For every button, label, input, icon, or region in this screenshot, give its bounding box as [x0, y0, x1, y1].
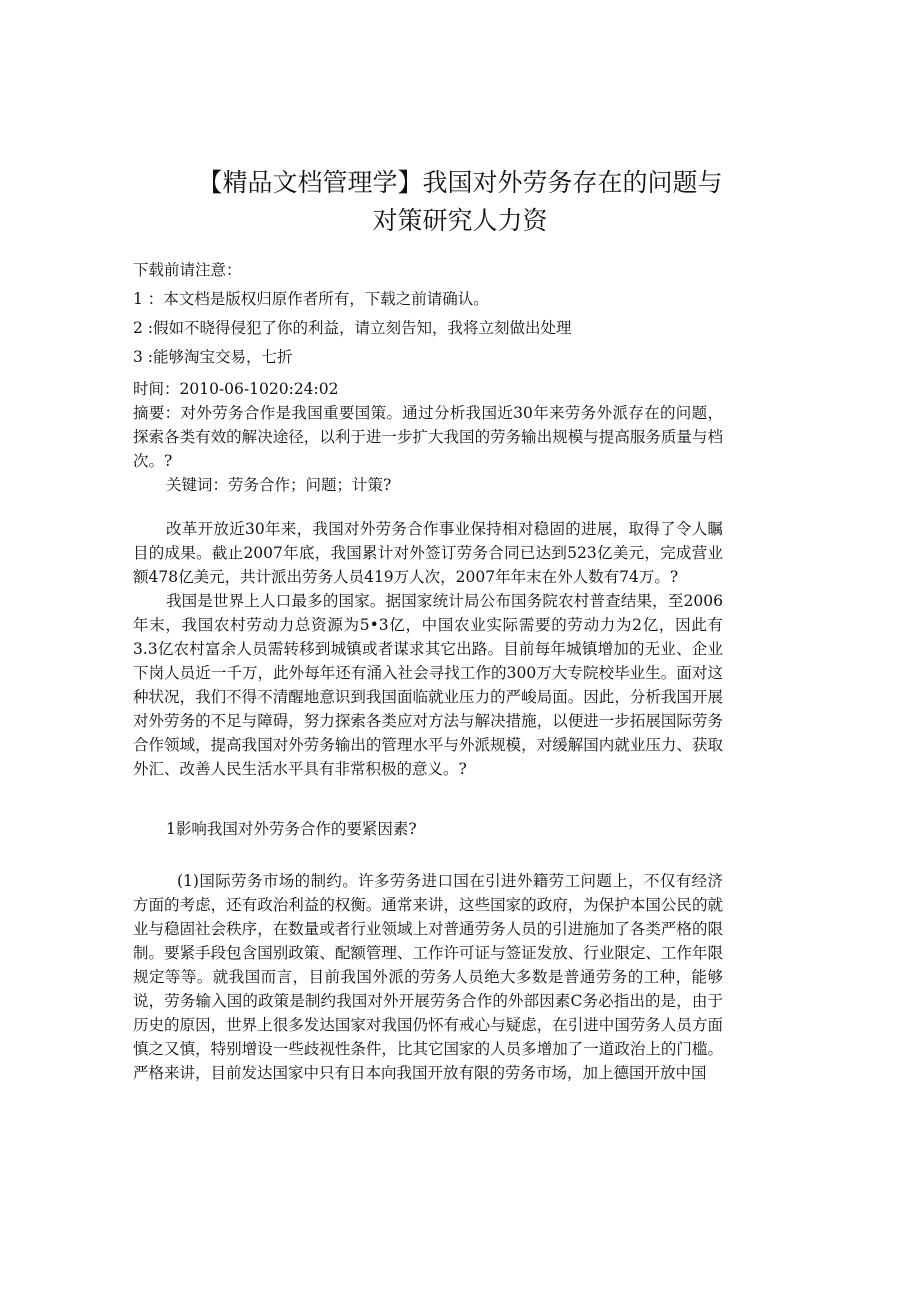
publish-time: 时间：2010-06-1020:24:02	[133, 380, 339, 398]
section-heading: 1影响我国对外劳务合作的要紧因素?	[166, 820, 417, 838]
spacer	[133, 497, 723, 517]
notice-heading: 下载前请注意：	[133, 261, 242, 279]
document-body	[133, 256, 723, 1085]
document-title-line-1: 【精品文档管理学】我国对外劳务存在的问题与	[197, 168, 723, 197]
notice-item-3: 3 :能够淘宝交易，七折	[133, 348, 293, 366]
document-title-line-2: 对策研究人力资	[372, 206, 548, 235]
spacer	[133, 841, 723, 869]
spacer	[133, 781, 723, 817]
notice-item-1: 1 ：本文档是版权归原作者所有，下载之前请确认。	[133, 290, 489, 308]
abstract-paragraph: 摘要：对外劳务合作是我国重要国策。通过分析我国近30年来劳务外派存在的问题，探索各类有效的解决途径，以利于进一步扩大我国的劳务输出规模与提高服务质量与档次。?	[133, 404, 723, 470]
notice-item-2: 2 :假如不晓得侵犯了你的利益，请立刻告知，我将立刻做出处理	[133, 319, 572, 337]
body-paragraph-2: 我国是世界上人口最多的国家。据国家统计局公布国务院农村普查结果，至2006年末，我国农村劳动力总资源为5•3亿，中国农业实际需要的劳动力为2亿，因此有3.3亿农村富余人员需转移到城镇或者谋求其它出路。目前每年城镇增加的无业、企业下岗人员近一千万，此外每年还有涌入社会寻找工作的300万大专院校毕业生。面对这种状况，我们不得不清醒地意识到我国面临就业压力的严峻局面。因此，分析我国开展对外劳务的不足与障碍，努力探索各类应对方法与解决措施，以便进一步拓展国际劳务合作领域，提高我国对外劳务输出的管理水平与外派规模，对缓解国内就业压力、获取外汇、改善人民生活水平具有非常积极的意义。?	[133, 592, 723, 778]
body-paragraph-3: (1)国际劳务市场的制约。许多劳务进口国在引进外籍劳工问题上，不仅有经济方面的考虑，还有政治利益的权衡。通常来讲，这些国家的政府，为保护本国公民的就业与稳固社会秩序，在数量或者行业领域上对普通劳务人员的引进施加了各类严格的限制。要紧手段包含国别政策、配额管理、工作许可证与签证发放、行业限定、工作年限规定等等。就我国而言，目前我国外派的劳务人员绝大多数是普通劳务的工种，能够说，劳务输入国的政策是制约我国对外开展劳务合作的外部因素C务必指出的是，由于历史的原因，世界上很多发达国家对我国仍怀有戒心与疑虑，在引进中国劳务人员方面慎之又慎，特别增设一些歧视性条件，比其它国家的人员多增加了一道政治上的门槛。严格来讲，目前发达国家中只有日本向我国开放有限的劳务市场，加上德国开放中国	[133, 872, 723, 1082]
body-paragraph-1: 改革开放近30年来，我国对外劳务合作事业保持相对稳固的进展，取得了令人瞩目的成果。截止2007年底，我国累计对外签订劳务合同已达到523亿美元，完成营业额478亿美元，共计派出劳务人员419万人次，2007年年末在外人数有74万。?	[133, 520, 723, 586]
keywords-line: 关键词：劳务合作；问题；计策?	[166, 476, 392, 494]
